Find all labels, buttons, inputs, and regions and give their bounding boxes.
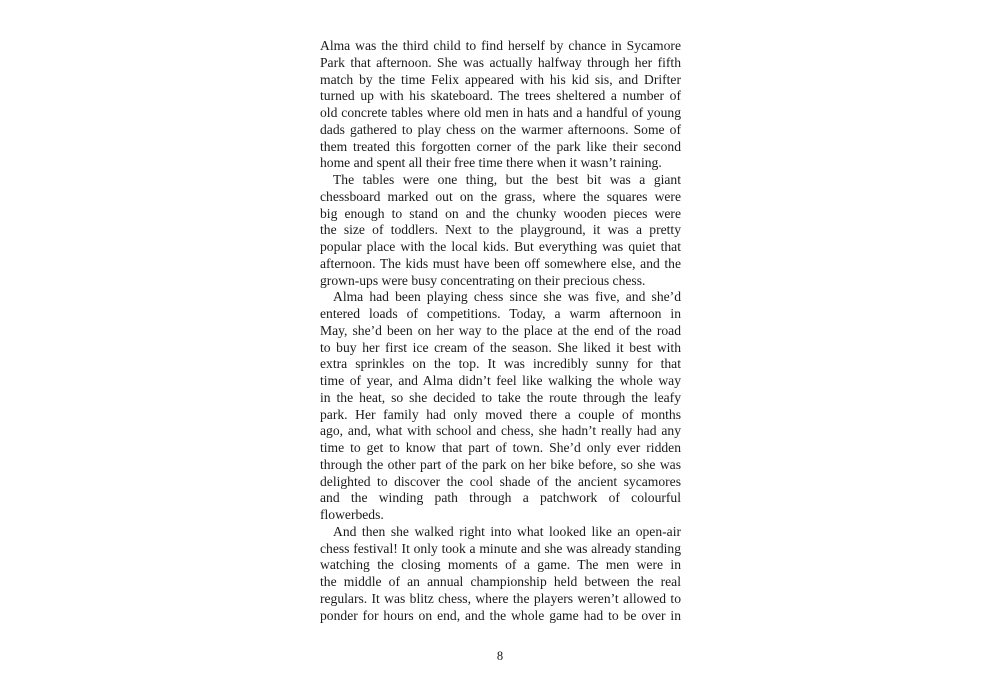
text-line: ago, and, what with school and chess, she hadn’t really had any bbox=[320, 423, 681, 439]
text-line: turned up with his skateboard. The trees sheltered a number of bbox=[320, 88, 681, 104]
text-line: And then she walked right into what looked like an open-air bbox=[333, 523, 681, 539]
text-line: afternoon. The kids must have been off somewhere else, and the bbox=[320, 255, 681, 271]
text-line: home and spent all their free time there when it wasn’t raining. bbox=[320, 155, 662, 171]
text-line: park. Her family had only moved there a couple of months bbox=[320, 406, 681, 422]
body-text bbox=[320, 38, 681, 624]
text-line: May, she’d been on her way to the place at the end of the road bbox=[320, 322, 681, 338]
text-line: Park that afternoon. She was actually halfway through her fifth bbox=[320, 54, 681, 70]
text-line: chessboard marked out on the grass, where the squares were bbox=[320, 188, 681, 204]
text-line: the middle of an annual championship held between the real bbox=[320, 574, 681, 589]
text-line: grown-ups were busy concentrating on their precious chess. bbox=[320, 272, 646, 288]
text-line: entered loads of competitions. Today, a warm afternoon in bbox=[320, 306, 681, 321]
text-line: old concrete tables where old men in hats and a handful of young bbox=[320, 105, 681, 120]
text-line: in the heat, so she decided to take the route through the leafy bbox=[320, 389, 681, 405]
text-line: Alma had been playing chess since she was five, and she’d bbox=[333, 289, 681, 305]
text-line: through the other part of the park on her bike before, so she was bbox=[320, 456, 681, 472]
text-line: chess festival! It only took a minute and she was already standing bbox=[320, 540, 681, 556]
text-line: the size of toddlers. Next to the playground, it was a pretty bbox=[320, 222, 681, 238]
text-line: The tables were one thing, but the best bit was a giant bbox=[333, 172, 681, 187]
page-number: 8 bbox=[496, 649, 504, 663]
text-line: big enough to stand on and the chunky wooden pieces were bbox=[320, 205, 681, 221]
text-line: dads gathered to play chess on the warmer afternoons. Some of bbox=[320, 121, 681, 137]
text-line: time of year, and Alma didn’t feel like walking the whole way bbox=[320, 373, 681, 388]
text-line: time to get to know that part of town. She’d only ever ridden bbox=[320, 440, 681, 455]
text-line: Alma was the third child to find herself by chance in Sycamore bbox=[320, 38, 681, 53]
text-line: delighted to discover the cool shade of the ancient sycamores bbox=[320, 473, 681, 489]
text-line: regulars. It was blitz chess, where the players weren’t allowed to bbox=[320, 590, 681, 606]
text-line: ponder for hours on end, and the whole game had to be over in bbox=[320, 607, 681, 623]
text-line: to buy her first ice cream of the season. She liked it best with bbox=[320, 339, 681, 355]
text-line: match by the time Felix appeared with his kid sis, and Drifter bbox=[320, 71, 681, 87]
text-line: popular place with the local kids. But everything was quiet that bbox=[320, 239, 681, 254]
text-line: flowerbeds. bbox=[320, 507, 384, 522]
text-line: extra sprinkles on the top. It was incredibly sunny for that bbox=[320, 356, 681, 372]
text-line: watching the closing moments of a game. The men were in bbox=[320, 557, 681, 573]
text-line: them treated this forgotten corner of the park like their second bbox=[320, 138, 681, 154]
text-line: and the winding path through a patchwork of colourful bbox=[320, 490, 681, 506]
